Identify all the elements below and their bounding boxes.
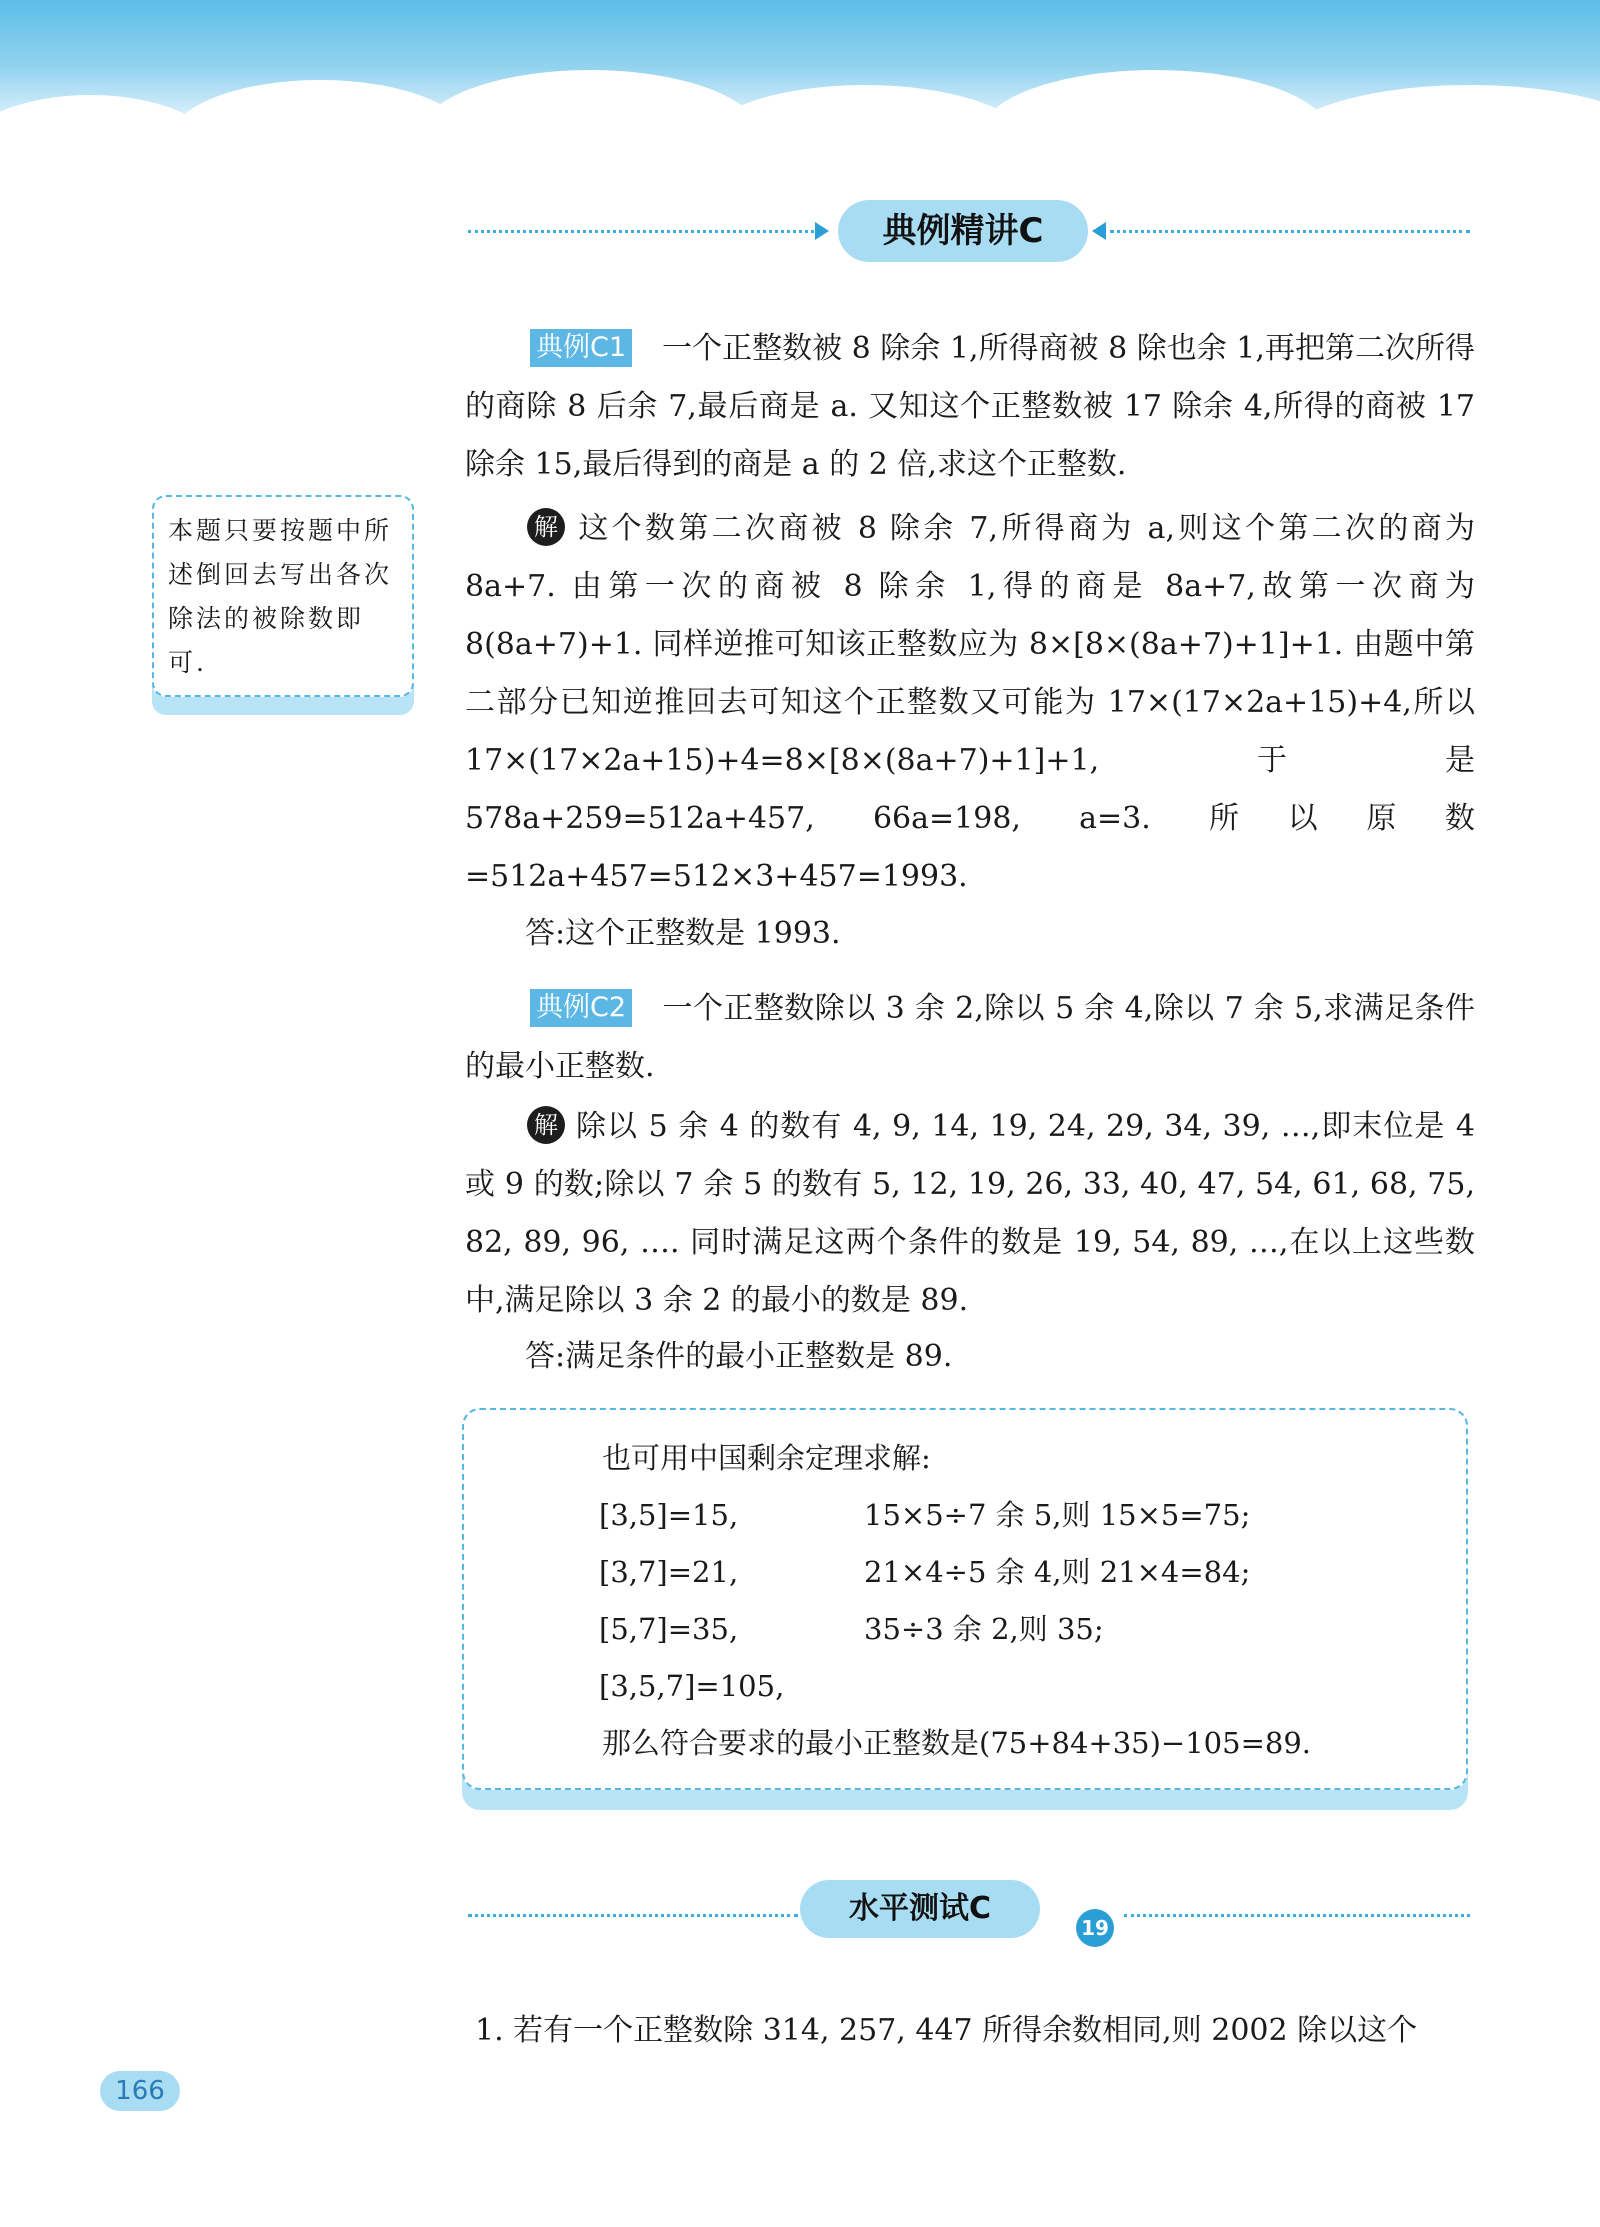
crt-row-left: [3,7]=21, <box>599 1555 739 1589</box>
section-title-test: 水平测试C <box>800 1880 1040 1938</box>
cloud-decoration <box>700 85 1030 205</box>
test-number-badge: 19 <box>1076 1909 1114 1947</box>
solution-mark-icon: 解 <box>527 508 565 546</box>
example-c1-answer: 答:这个正整数是 1993. <box>525 916 841 951</box>
crt-row-left: [3,5,7]=105, <box>599 1669 785 1703</box>
section-divider-right <box>1124 1914 1470 1917</box>
example-c1-solution-text: 这个数第二次商被 8 除余 7,所得商为 a,则这个第二次的商为 8a+7. 由第一次的商被 8 除余 1,得的商是 8a+7,故第一次商为 8(8a+7)+1. 同样逆推可知该正整数应为 8×[8×(8a+7)+1]+1. 由题中第二部分已知逆推回去可知这个正整数又可能为 17×(17×2a+15)+4,所以 17×(17×2a+15)+4=8×[8×(8a+7)+1]+1,于是 578a+259=512a+457, 66a=198, a=3. 所以原数=512a+457=512×3+457=1993. <box>465 511 1475 894</box>
example-c2-question <box>465 980 1475 1096</box>
section-divider-left <box>468 230 820 233</box>
side-note-text: 本题只要按题中所述倒回去写出各次除法的被除数即可. <box>152 495 414 697</box>
example-c1-tag: 典例C1 <box>530 329 632 367</box>
cloud-decoration <box>980 70 1330 200</box>
exercise-1: 1. 若有一个正整数除 314, 257, 447 所得余数相同,则 2002 除以这个 <box>475 2013 1418 2048</box>
arrow-left-icon <box>1092 222 1106 240</box>
side-note <box>152 495 414 715</box>
example-c2-answer: 答:满足条件的最小正整数是 89. <box>525 1339 953 1374</box>
solution-mark-icon: 解 <box>527 1106 565 1144</box>
example-c1-solution <box>465 500 1475 906</box>
crt-row-left: [5,7]=35, <box>599 1612 739 1646</box>
example-c1-question <box>465 320 1475 494</box>
crt-note-box <box>462 1408 1468 1810</box>
section-divider-right <box>1110 230 1470 233</box>
crt-row-right: 21×4÷5 余 4,则 21×4=84; <box>864 1555 1251 1589</box>
example-c2-question-text: 一个正整数除以 3 余 2,除以 5 余 4,除以 7 余 5,求满足条件的最小正整数. <box>465 991 1475 1084</box>
crt-row-left: [3,5]=15, <box>599 1498 739 1532</box>
page-number: 166 <box>100 2071 180 2111</box>
arrow-right-icon <box>815 222 829 240</box>
crt-note-content <box>462 1408 1468 1790</box>
example-c2-solution-text: 除以 5 余 4 的数有 4, 9, 14, 19, 24, 29, 34, 39, …,即末位是 4 或 9 的数;除以 7 余 5 的数有 5, 12, 19, 26, 33, 40, 47, 54, 61, 68, 75, 82, 89, 96, …. 同时满足这两个条件的数是 19, 54, 89, …,在以上这些数中,满足除以 3 余 2 的最小的数是 89. <box>465 1109 1475 1318</box>
example-c1-question-text: 一个正整数被 8 除余 1,所得商被 8 除也余 1,再把第二次所得的商除 8 后余 7,最后商是 a. 又知这个正整数被 17 除余 4,所得的商被 17 除余 15,最后得到的商是 a 的 2 倍,求这个正整数. <box>465 331 1475 482</box>
crt-intro: 也可用中国剩余定理求解: <box>602 1441 931 1475</box>
section-title-example: 典例精讲C <box>838 200 1088 262</box>
section-divider-left <box>468 1914 798 1917</box>
crt-row-right: 15×5÷7 余 5,则 15×5=75; <box>864 1498 1251 1532</box>
example-c2-tag: 典例C2 <box>530 989 632 1027</box>
example-c2-solution <box>465 1098 1475 1330</box>
crt-row-right: 35÷3 余 2,则 35; <box>864 1612 1104 1646</box>
crt-conclusion: 那么符合要求的最小正整数是(75+84+35)−105=89. <box>602 1726 1311 1760</box>
